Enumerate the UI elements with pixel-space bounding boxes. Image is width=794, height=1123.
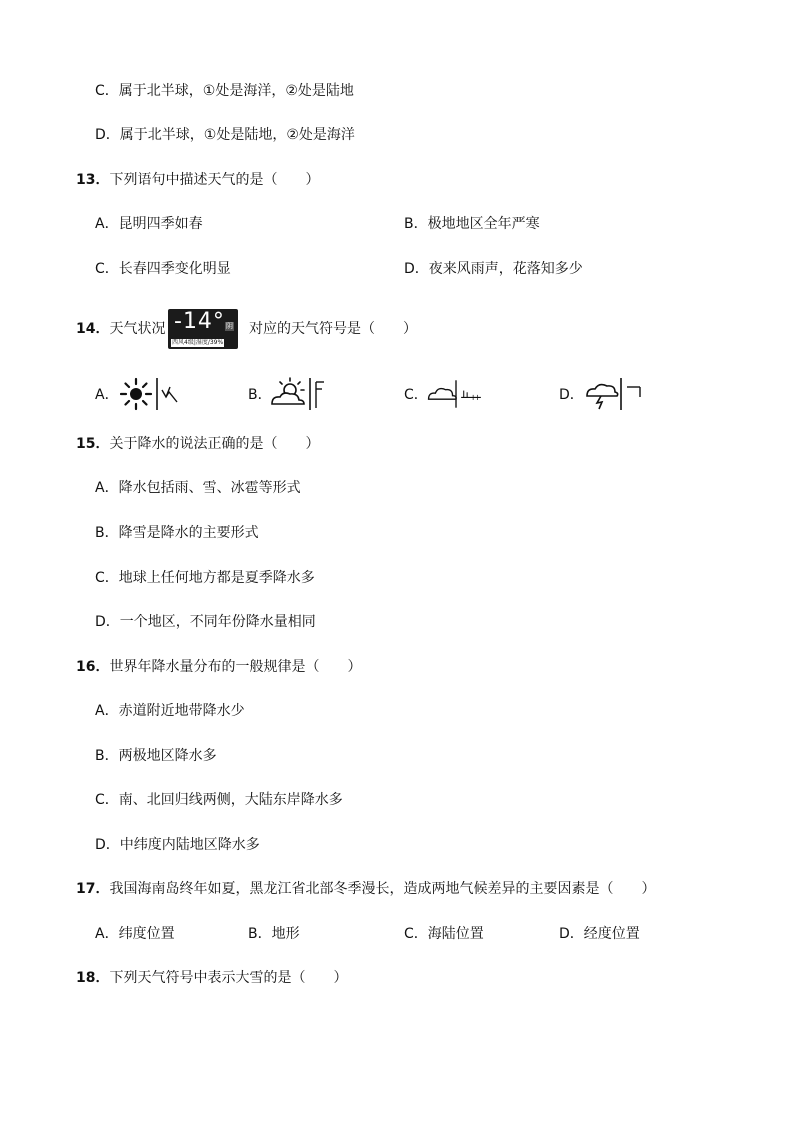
q14-option-c[interactable]: C． (404, 387, 428, 403)
q13-option-a[interactable]: A．昆明四季如春 (95, 216, 203, 232)
question-text: 世界年降水量分布的一般规律是（ ） (109, 659, 362, 675)
question-18 (76, 968, 347, 988)
q12-option-c[interactable]: C．属于北半球，①处是海洋，②处是陆地 (95, 83, 354, 99)
q13-option-c[interactable]: C．长春四季变化明显 (95, 261, 231, 277)
question-number: 18． (76, 970, 110, 986)
q17-option-c[interactable]: C．海陆位置 (404, 926, 484, 942)
q13-option-d[interactable]: D．夜来风雨声，花落知多少 (404, 261, 583, 277)
q12-option-d[interactable]: D．属于北半球，①处是陆地，②处是海洋 (95, 127, 355, 143)
q14-option-d[interactable]: D． (559, 387, 584, 403)
cloud-icon (426, 376, 486, 412)
question-13 (76, 170, 319, 190)
q17-option-b[interactable]: B．地形 (248, 926, 300, 942)
question-15 (76, 434, 319, 454)
question-number: 16． (76, 659, 110, 675)
question-number: 13． (76, 172, 110, 188)
q13-option-b[interactable]: B．极地地区全年严寒 (404, 216, 540, 232)
question-text: 我国海南岛终年如夏，黑龙江省北部冬季漫长，造成两地气候差异的主要因素是（ ） (109, 881, 656, 897)
question-text: 下列天气符号中表示大雪的是（ ） (109, 970, 348, 986)
question-number: 15． (76, 436, 110, 452)
q14-option-a[interactable]: A． (95, 387, 119, 403)
weather-details: 西风4级|湿度/39% (172, 339, 224, 346)
partly-cloudy-icon (268, 376, 328, 412)
question-text-after: 对应的天气符号是（ ） (249, 321, 417, 337)
q15-option-d[interactable]: D．一个地区，不同年份降水量相同 (95, 614, 316, 630)
q15-option-b[interactable]: B．降雪是降水的主要形式 (95, 525, 259, 541)
question-number: 14． (76, 321, 110, 337)
q17-option-d[interactable]: D．经度位置 (559, 926, 640, 942)
weather-temperature: -14° (174, 309, 225, 334)
q16-option-d[interactable]: D．中纬度内陆地区降水多 (95, 837, 260, 853)
thunder-icon (584, 376, 644, 412)
sun-icon (120, 376, 180, 412)
question-text: 关于降水的说法正确的是（ ） (109, 436, 320, 452)
q16-option-b[interactable]: B．两极地区降水多 (95, 748, 217, 764)
q15-option-c[interactable]: C．地球上任何地方都是夏季降水多 (95, 570, 315, 586)
question-text-before: 天气状况 (109, 321, 166, 337)
q16-option-c[interactable]: C．南、北回归线两侧，大陆东岸降水多 (95, 792, 343, 808)
question-16 (76, 657, 361, 677)
weather-condition: 阴 (226, 322, 233, 330)
weather-status-image (168, 309, 238, 349)
q14-option-b[interactable]: B． (248, 387, 272, 403)
q15-option-a[interactable]: A．降水包括雨、雪、冰雹等形式 (95, 480, 301, 496)
question-number: 17． (76, 881, 110, 897)
question-14 (76, 319, 165, 339)
question-text: 下列语句中描述天气的是（ ） (109, 172, 320, 188)
q16-option-a[interactable]: A．赤道附近地带降水少 (95, 703, 245, 719)
q17-option-a[interactable]: A．纬度位置 (95, 926, 175, 942)
question-17 (76, 879, 655, 899)
